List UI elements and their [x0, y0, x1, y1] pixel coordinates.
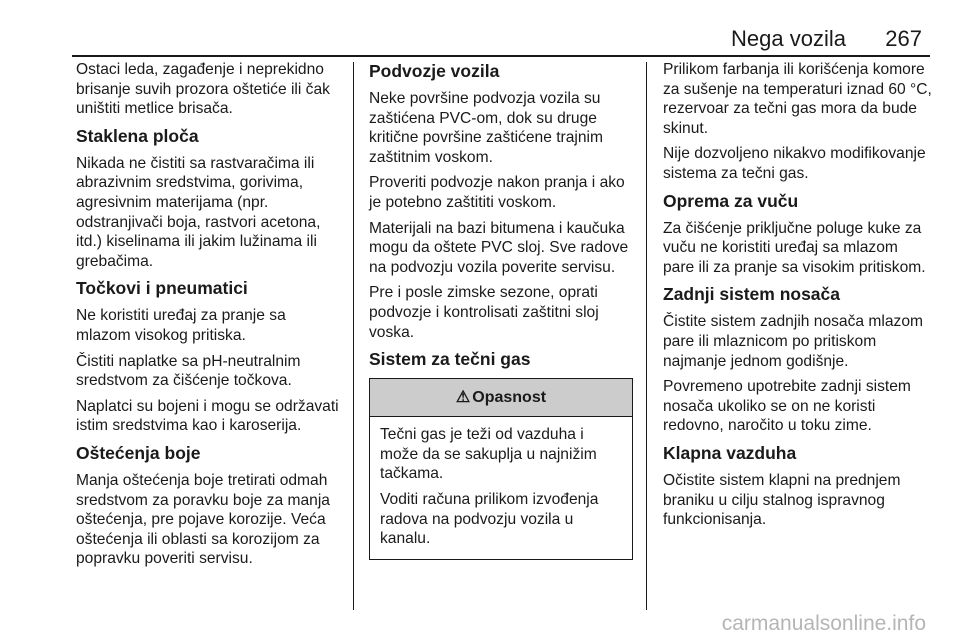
- watermark: carmanualsonline.info: [721, 612, 926, 635]
- section-heading-klapna-vazduha: Klapna vazduha: [663, 442, 797, 463]
- warning-box: [369, 378, 633, 560]
- paragraph: Pre i posle zimske sezone, oprati podvozje i kontrolisati zaštitni sloj voska.: [369, 284, 599, 341]
- column-1: [76, 60, 342, 575]
- paragraph: Prilikom farbanja ili korišćenja komore za sušenje na temperaturi iznad 60 °C, rezervoar za tečni gas mora da bude skinut.: [663, 61, 932, 137]
- paragraph: Povremeno upotrebite zadnji sistem nosača ukoliko se on ne koristi redovno, naročito u toku zime.: [663, 378, 911, 435]
- warning-header: [370, 379, 632, 417]
- intro-paragraph: Ostaci leda, zagađenje i neprekidno brisanje suvih prozora oštetiće ili čak uništiti metlice brisača.: [76, 61, 330, 118]
- section-heading-ostecenja-boje: Oštećenja boje: [76, 442, 201, 463]
- header-rule: [72, 55, 930, 57]
- paragraph: Naplatci su bojeni i mogu se održavati istim sredstvima kao i karoserija.: [76, 397, 339, 435]
- column-divider-2: [646, 62, 647, 610]
- warning-triangle-icon: ⚠: [455, 389, 471, 407]
- paragraph: Čistite sistem zadnjih nosača mlazom pare ili mlaznicom po pritiskom najmanje jednom godišnje.: [663, 313, 923, 370]
- paragraph: Materijali na bazi bitumena i kaučuka mogu da oštete PVC sloj. Sve radove na podvozju vozila poverite servisu.: [369, 219, 629, 276]
- column-divider-1: [353, 62, 354, 610]
- column-3: [663, 60, 933, 536]
- warning-paragraph: Voditi računa prilikom izvođenja radova na podvozju vozila u kanalu.: [380, 490, 599, 548]
- paragraph: Neke površine podvozja vozila su zaštićena PVC-om, dok su druge kritične površine zaštićene trajnim zaštitnim voskom.: [369, 90, 603, 166]
- paragraph: Za čišćenje priključne poluge kuke za vuču ne koristiti uređaj sa mlazom pare ili za pranje sa visokim pritiskom.: [663, 219, 926, 276]
- page-number: 267: [885, 26, 922, 51]
- paragraph: Ne koristiti uređaj za pranje sa mlazom visokog pritiska.: [76, 307, 286, 344]
- section-heading-zadnji-sistem: Zadnji sistem nosača: [663, 284, 841, 305]
- paragraph: Proveriti podvozje nakon pranja i ako je potebno zaštititi voskom.: [369, 174, 625, 211]
- warning-paragraph: Tečni gas je teži od vazduha i može da se sakuplja u najnižim tačkama.: [380, 426, 597, 483]
- section-heading-podvozje: Podvozje vozila: [369, 61, 500, 81]
- paragraph: Nikada ne čistiti sa rastvaračima ili abrazivnim sredstvima, gorivima, agresivnim materijama (npr. odstranjivači boja, rastvori acetona, itd.) kiselinama ili jakim lužinama ili grebačima.: [76, 154, 321, 270]
- column-2: [369, 60, 633, 560]
- paragraph: Manja oštećenja boje tretirati odmah sredstvom za poravku boje za manja oštećenja, pre pojave korozije. Veća oštećenja ili oblasti sa korozijom za popravku poveriti servisu.: [76, 471, 330, 568]
- section-heading-oprema-za-vucu: Oprema za vuču: [663, 190, 799, 211]
- section-heading-staklena-ploca: Staklena ploča: [76, 125, 199, 146]
- warning-title: Opasnost: [472, 389, 547, 407]
- warning-body: [370, 417, 632, 559]
- section-heading-tockovi: Točkovi i pneumatici: [76, 278, 248, 299]
- page-header: [0, 0, 960, 60]
- paragraph: Nije dozvoljeno nikakvo modifikovanje sistema za tečni gas.: [663, 145, 926, 182]
- section-heading-tecni-gas: Sistem za tečni gas: [369, 349, 531, 370]
- paragraph: Čistiti naplatke sa pH-neutralnim sredstvom za čišćenje točkova.: [76, 352, 301, 390]
- page-title: Nega vozila: [731, 26, 846, 51]
- paragraph: Očistite sistem klapni na prednjem braniku u cilju stalnog ispravnog funkcionisanja.: [663, 471, 901, 529]
